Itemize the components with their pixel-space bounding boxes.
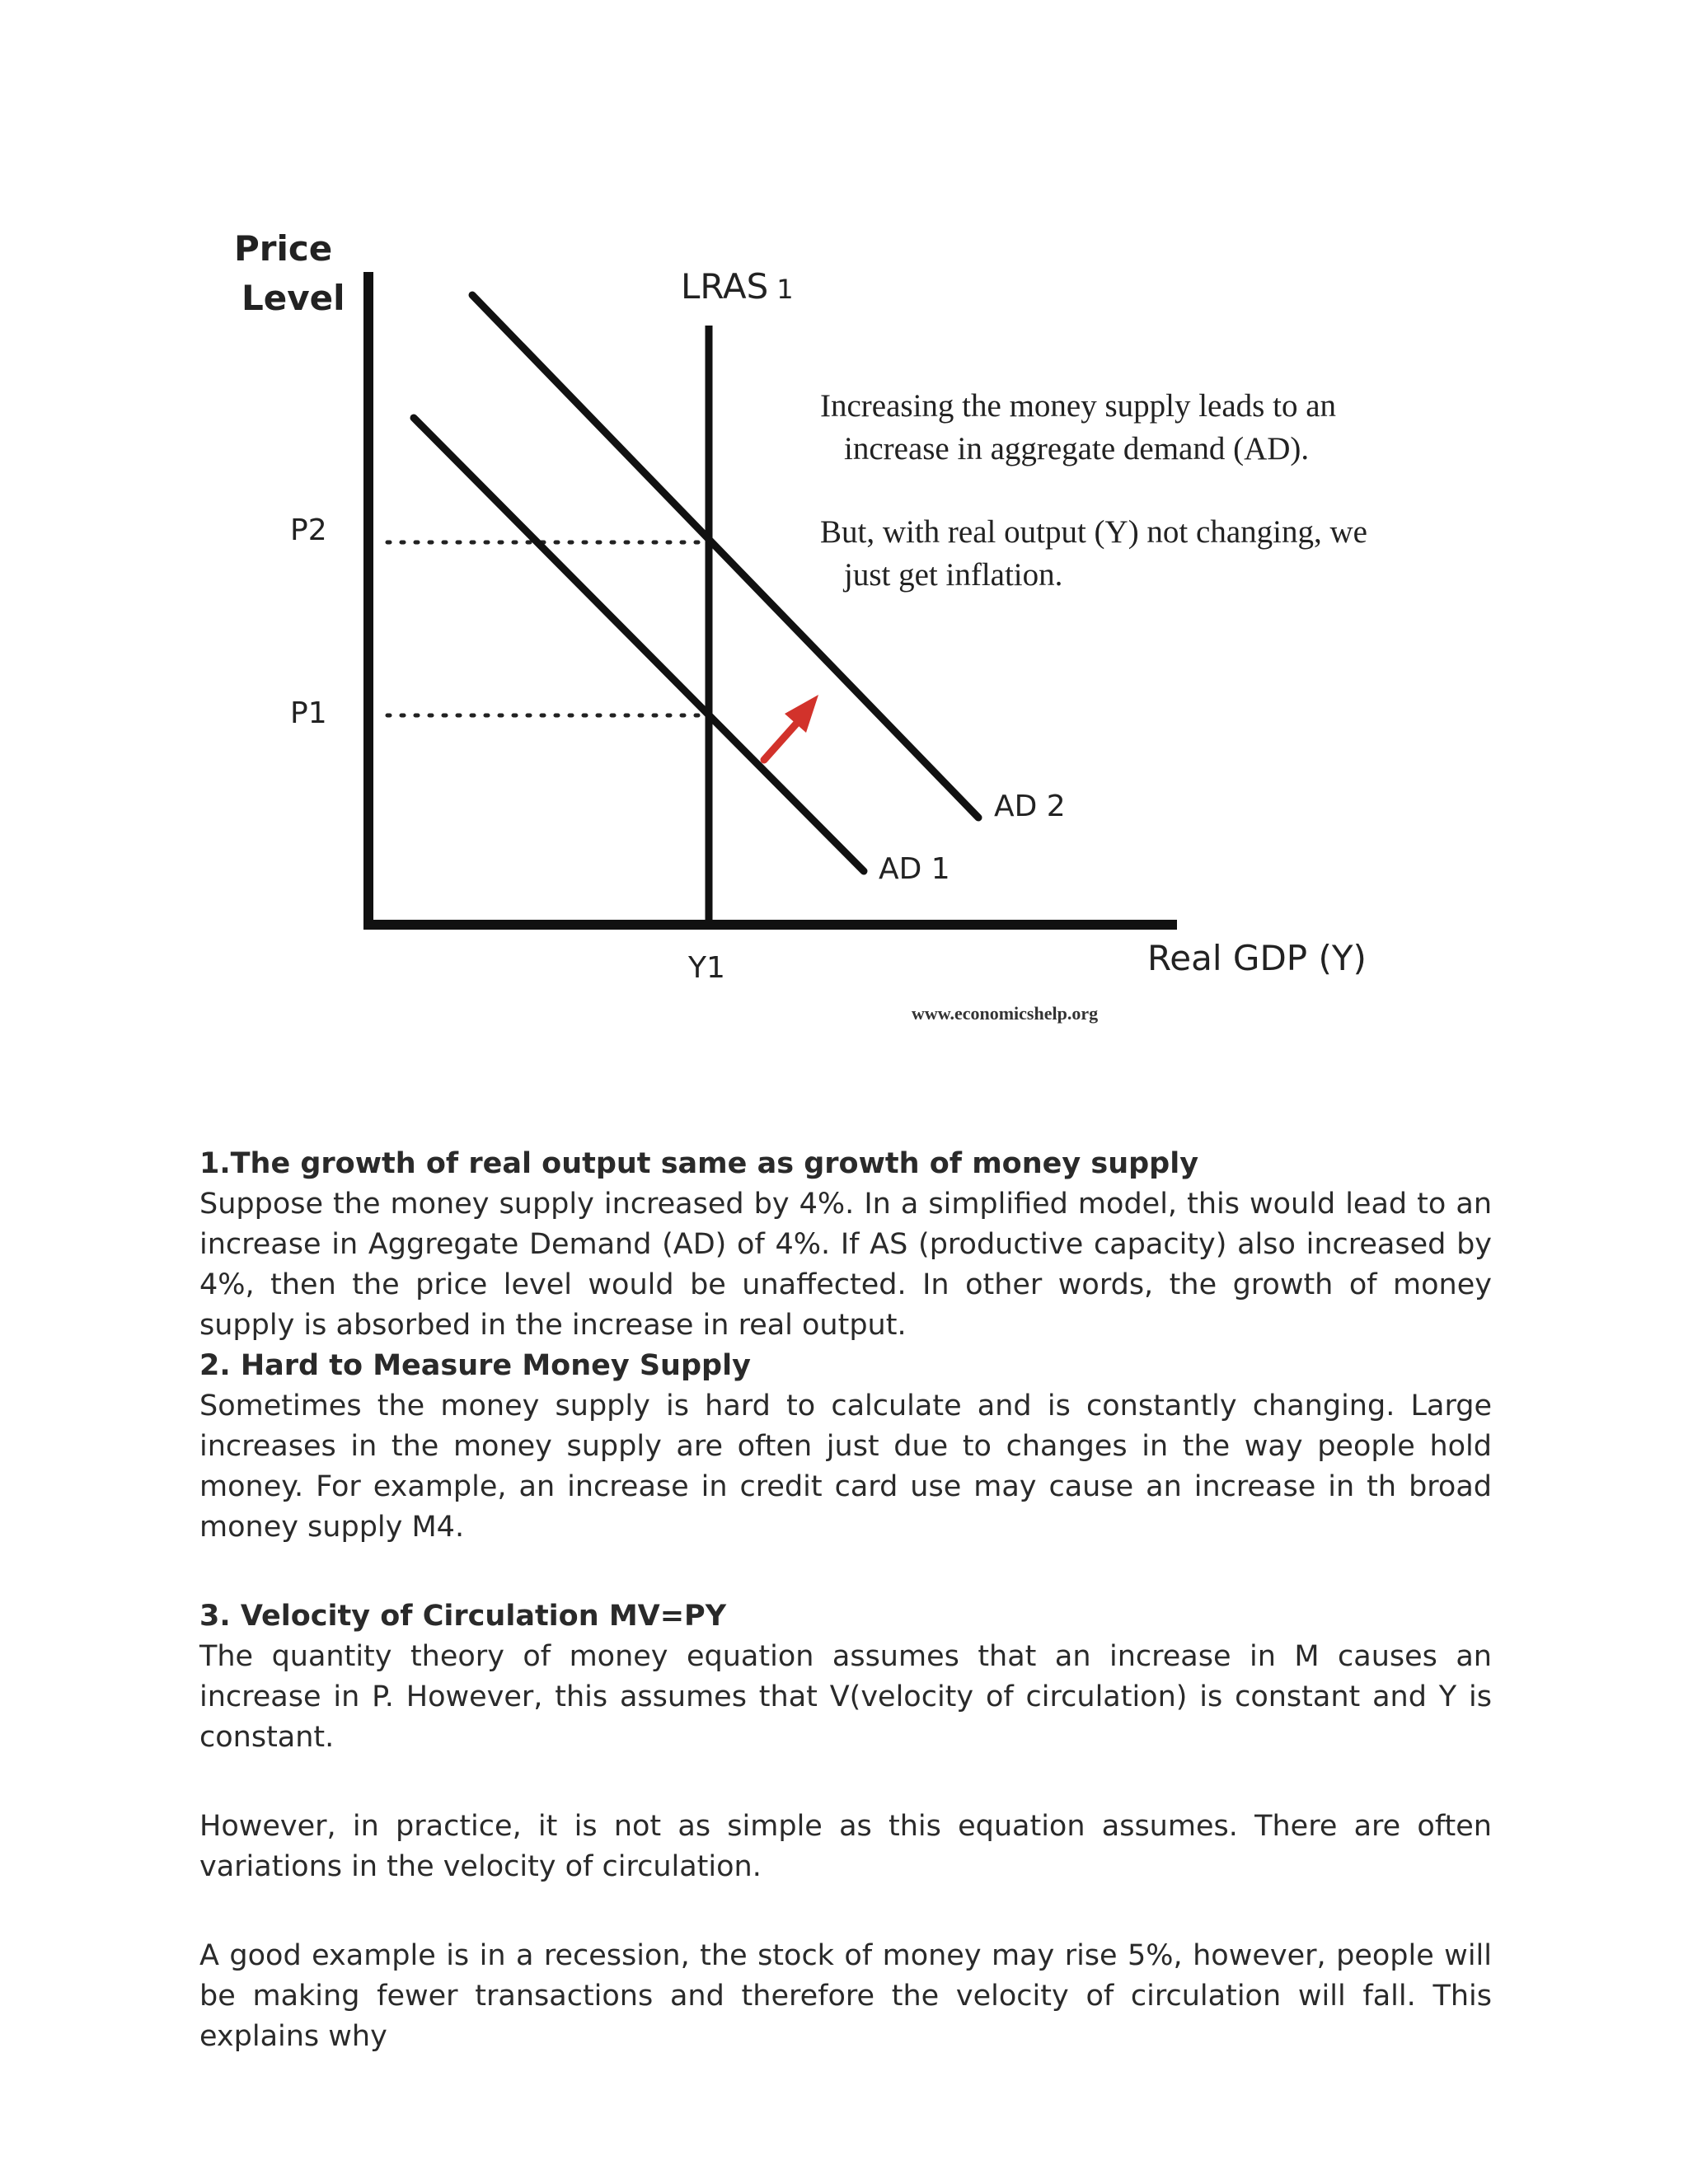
note-1-line-2: increase in aggregate demand (AD). [844, 431, 1310, 466]
source-credit: www.economicshelp.org [912, 1003, 1099, 1024]
section-1-body: Suppose the money supply increased by 4%. In a simplified model, this would lead to an increase in Aggregate Demand (AD) of 4%. If AS (productive capacity) also increased by 4%, then the price level would be unaffected. In other words, the growth of money supply is absorbed in the increase in real output. [199, 1188, 1492, 1342]
lras-label-text: LRAS [681, 266, 769, 307]
note-2-line-1: But, with real output (Y) not changing, we [820, 514, 1367, 550]
lras-label-subscript: 1 [776, 274, 794, 305]
section-2-body: Sometimes the money supply is hard to calculate and is constantly changing. Large increases in the money supply are often just due to changes in the way people hold money. For example, an increase in credit card use may cause an increase in th broad money supply M4. [199, 1390, 1492, 1544]
paragraph-practice: However, in practice, it is not as simple as this equation assumes. There are often variations in the velocity of circulation. [199, 1810, 1492, 1883]
paragraph-recession: A good example is in a recession, the stock of money may rise 5%, however, people will be making fewer transactions and therefore the velocity of circulation will fall. This explains why [199, 1939, 1492, 2053]
note-1-line-1: Increasing the money supply leads to an [820, 388, 1336, 424]
ad1-label: AD 1 [879, 852, 950, 886]
section-3-body: The quantity theory of money equation assumes that an increase in M causes an increase in P. However, this assumes that V(velocity of circulation) is constant and Y is constant. [199, 1640, 1492, 1754]
section-1-heading: 1.The growth of real output same as growth of money supply [199, 1147, 1199, 1180]
y1-label: Y1 [688, 951, 725, 985]
section-3-heading: 3. Velocity of Circulation MV=PY [199, 1600, 727, 1633]
ad2-label: AD 2 [994, 790, 1066, 823]
section-2-heading: 2. Hard to Measure Money Supply [199, 1349, 751, 1382]
y-axis-label-level: Level [241, 278, 345, 318]
note-2-line-2: just get inflation. [844, 557, 1063, 593]
lras-label [681, 266, 794, 307]
p1-label: P1 [290, 696, 327, 730]
shift-arrow [764, 722, 798, 760]
p2-label: P2 [290, 513, 327, 547]
spacer [199, 1887, 1492, 1936]
ad1-curve [414, 418, 864, 871]
x-axis-label: Real GDP (Y) [1147, 938, 1367, 978]
y-axis-label-price: Price [234, 228, 333, 269]
spacer [199, 1548, 1492, 1596]
article-text [199, 1144, 1492, 2057]
spacer [199, 1758, 1492, 1807]
ad-lras-diagram [0, 0, 1688, 1071]
